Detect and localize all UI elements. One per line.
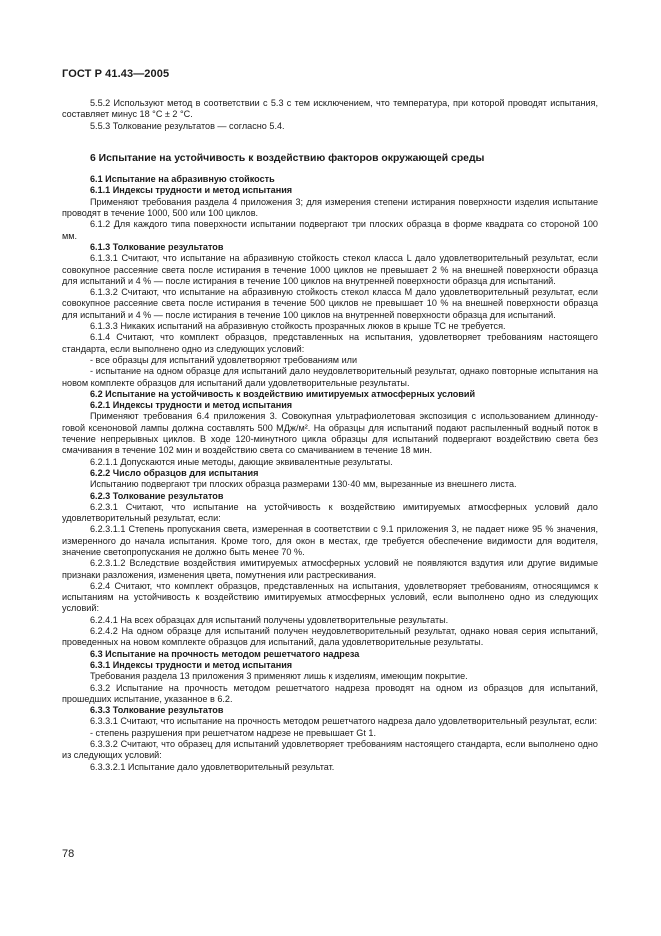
- list-item: - степень разрушения при решетчатом надрезе не превышает Gt 1.: [90, 727, 376, 738]
- paragraph: 6.2.3.1.2 Вследствие воздействия имитируемых атмосферных условий не появляются вздутия или другие видимые признаки разложения, изменения цвета, помутнения или растрескивания.: [62, 558, 598, 580]
- subsection-heading: 6.3.3 Толкование результатов: [90, 705, 224, 716]
- paragraph: 6.3.3.2.1 Испытание дало удовлетворительный результат.: [90, 761, 335, 772]
- paragraph: 6.2.4.2 На одном образце для испытаний получен неудовлетворительный результат, однако новая серия испытаний, проведенных на новом комплекте образцов для испытаний, дала удовлетворительные результаты.: [62, 626, 598, 648]
- paragraph: 6.2.4 Считают, что комплект образцов, представленных на испытания, удовлетворяет требованиям, относящимся к испытаниям на устойчивость к воздействию имитируемых атмосферных условий, если выполнено одно из следующих условий:: [62, 580, 598, 614]
- paragraph: 5.5.3 Толкование результатов — согласно 5.4.: [90, 120, 285, 131]
- subsection-heading: 6.1.1 Индексы трудности и метод испытания: [90, 185, 293, 196]
- paragraph: 6.2.3.1.1 Степень пропускания света, измеренная в соответствии с 9.1 приложения 3, не падает ниже 95 % значения, измеренного до начала испытания. Кроме того, для окон в местах, где требуется обеспечение видимости для водителя, значение светопропускания не должно быть менее 70 %.: [62, 524, 598, 557]
- paragraph: 6.2.4.1 На всех образцах для испытаний получены удовлетворительные результаты.: [90, 614, 449, 625]
- paragraph: Требования раздела 13 приложения 3 применяют лишь к изделиям, имеющим покрытие.: [90, 671, 468, 682]
- paragraph: 6.1.3.1 Считают, что испытание на абразивную стойкость стекол класса L дало удовлетворительный результат, если совокупное рассеяние света после истирания в течение 1000 циклов не превышает 2 % на внешней поверхности образца для испытаний и 4 % — после истирания в течение 100 циклов на внутренней поверхности образца для испытаний.: [62, 253, 598, 286]
- document-body: [62, 98, 598, 773]
- paragraph: 6.2.3.1 Считают, что испытание на устойчивость к воздействию имитируемых атмосферных условий дало удовлетворительный результат, если:: [62, 501, 598, 524]
- paragraph: 6.3.3.1 Считают, что испытание на прочность методом решетчатого надреза дало удовлетворительный результат, если:: [90, 716, 598, 727]
- paragraph: 6.1.3.2 Считают, что испытание на абразивную стойкость стекол класса М дало удовлетворительный результат, если совокупное рассеяние света после истирания в течение 500 циклов не превышает 10 % на внешней поверхности образца для испытаний и 4 % — после истирания в течение 100 циклов на внутренней поверхности образца для испытаний.: [62, 287, 598, 320]
- document-header: ГОСТ Р 41.43—2005: [62, 68, 170, 80]
- subsection-heading: 6.1.3 Толкование результатов: [90, 241, 224, 252]
- paragraph: Испытанию подвергают три плоских образца размерами 130·40 мм, вырезанные из внешнего листа.: [90, 479, 517, 490]
- subsection-heading: 6.2.2 Число образцов для испытания: [90, 467, 259, 478]
- list-item: - все образцы для испытаний удовлетворяют требованиям или: [90, 354, 358, 365]
- list-item: - испытание на одном образце для испытаний дало неудовлетворительный результат, однако повторные испытания на новом комплекте образцов для испытаний дали удовлетворительные результаты.: [62, 366, 598, 388]
- subsection-heading: 6.2.3 Толкование результатов: [90, 490, 224, 501]
- paragraph: 6.1.4 Считают, что комплект образцов, представленных на испытания, удовлетворяет требованиям настоящего стандарта, если выполнено одно из следующих условий:: [62, 332, 598, 354]
- subsection-heading: 6.2 Испытание на устойчивость к воздействию имитируемых атмосферных условий: [90, 388, 476, 399]
- subsection-heading: 6.2.1 Индексы трудности и метод испытания: [90, 400, 293, 411]
- paragraph: 6.1.3.3 Никаких испытаний на абразивную стойкость прозрачных люков в крыше ТС не требуется.: [90, 321, 506, 332]
- subsection-heading: 6.1 Испытание на абразивную стойкость: [90, 174, 275, 185]
- paragraph: 6.3.3.2 Считают, что образец для испытаний удовлетворяет требованиям настоящего стандарта, если выполнено одно из следующих условий:: [62, 739, 598, 761]
- paragraph: 5.5.2 Используют метод в соответствии с 5.3 с тем исключением, что температура, при которой проводят испытания, составляет минус 18 °С ± 2 °С.: [62, 98, 598, 120]
- paragraph: Применяют требования 6.4 приложения 3. Совокупная ультрафиолетовая экспозиция с использованием длиннодуговой ксеноновой лампы должна составлять 500 МДж/м². На образцы для испытаний подают распыленный водный поток в течение непрерывных циклов. В ходе 120-минутного цикла образцы для испытаний подвергают воздействию света без смачивания в течение 102 мин и воздействию света со смачиванием в течение 18 мин.: [62, 411, 598, 456]
- paragraph: 6.3.2 Испытание на прочность методом решетчатого надреза проводят на одном из образцов для испытаний, прошедших испытание, указанное в 6.2.: [62, 682, 598, 704]
- subsection-heading: 6.3 Испытание на прочность методом решетчатого надреза: [90, 648, 360, 659]
- paragraph: 6.1.2 Для каждого типа поверхности испытании подвергают три плоских образца в форме квадрата со стороной 100 мм.: [62, 219, 598, 241]
- page-number: 78: [62, 848, 75, 860]
- section-heading: 6 Испытание на устойчивость к воздействию факторов окружающей среды: [90, 152, 485, 164]
- paragraph: Применяют требования раздела 4 приложения 3; для измерения степени истирания поверхности изделия испытание проводят в течение 1000, 500 или 100 циклов.: [62, 196, 598, 219]
- paragraph: 6.2.1.1 Допускаются иные методы, дающие эквивалентные результаты.: [90, 456, 393, 467]
- subsection-heading: 6.3.1 Индексы трудности и метод испытания: [90, 659, 293, 670]
